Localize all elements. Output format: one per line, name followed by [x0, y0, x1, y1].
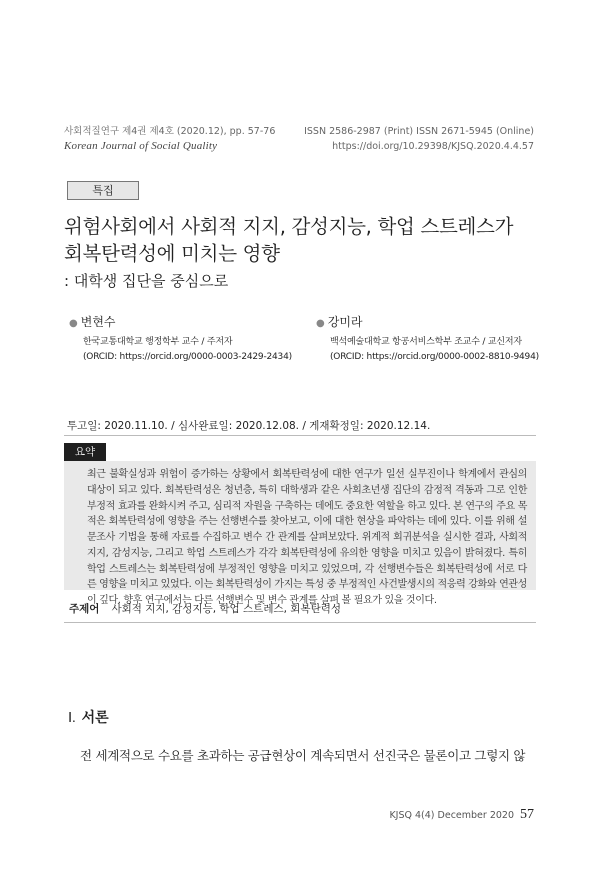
body-paragraph: 전 세계적으로 수요를 초과하는 공급현상이 계속되면서 선진국은 물론이고 그렇지 않: [80, 748, 526, 763]
paper-title: [64, 213, 513, 267]
title-line-1: 위험사회에서 사회적 지지, 감성지능, 학업 스트레스가: [64, 215, 514, 238]
author-orcid[interactable]: (ORCID: https://orcid.org/0000-0003-2429-2434): [83, 352, 292, 362]
keywords-text: 사회적 지지, 감성지능, 학업 스트레스, 회복탄력성: [111, 603, 341, 615]
doi-link[interactable]: https://doi.org/10.29398/KJSQ.2020.4.4.57: [332, 141, 534, 152]
page-number: 57: [520, 807, 534, 822]
keywords-label: 주제어: [69, 603, 100, 615]
bullet-icon: ●: [316, 318, 325, 329]
header-citation: [64, 124, 275, 154]
author-affiliation: 한국교통대학교 행정학부 교수 / 주저자: [83, 337, 233, 347]
keywords: [69, 601, 341, 616]
divider: [64, 622, 536, 623]
author-2: [316, 313, 539, 362]
divider: [64, 435, 536, 436]
abstract-text: 최근 불확실성과 위험이 증가하는 상황에서 회복탄력성에 대한 연구가 일선 실무진이나 학계에서 관심의 대상이 되고 있다. 회복탄력성은 청년층, 특히 대학생과 같은 사회초년생 집단의 감정적 격동과 그로 인한 부정적 효과를 완화시켜 주고, 심리적 자원을 구축하는 데에도 중요한 역할을 하고 있다. 본 연구의 주요 목적은 회복탄력성에 영향을 주는 선행변수를 찾아보고, 이에 대한 현상을 파악하는 데에 있다. 이를 위해 설문조사 기법을 통해 자료를 수집하고 변수 간 관계를 살펴보았다. 위계적 회귀분석을 실시한 결과, 사회적 지지, 감성지능, 그리고 학업 스트레스가 각각 회복탄력성에 유의한 영향을 미치고 있음이 밝혀졌다. 특히 학업 스트레스는 회복탄력성에 부정적인 영향을 미치고 있었으며, 각 선행변수들은 회복탄력성에 서로 다른 영향을 미치고 있었다. 이는 회복탄력성이 가지는 특성 중 부정적인 사건발생시의 적응력 강화와 연관성이 깊다. 향후 연구에서는 다른 선행변수 및 변수 관계를 살펴 볼 필요가 있을 것이다.: [87, 469, 527, 606]
submission-dates: 투고일: 2020.11.10. / 심사완료일: 2020.12.08. / 게재확정일: 2020.12.14.: [67, 420, 431, 432]
section-title: 서론: [81, 710, 109, 726]
author-name: ● 변현수: [69, 315, 116, 329]
page-footer: [389, 807, 534, 823]
author-name: ● 강미라: [316, 315, 363, 329]
abstract-label: 요약: [64, 443, 106, 461]
journal-name: Korean Journal of Social Quality: [64, 140, 218, 152]
volume-info: 사회적질연구 제4권 제4호 (2020.12), pp. 57-76: [64, 126, 276, 137]
bullet-icon: ●: [69, 318, 78, 329]
header-identifiers: [304, 124, 534, 154]
category-tag: 특집: [67, 181, 139, 200]
issn: ISSN 2586-2987 (Print) ISSN 2671-5945 (Online): [304, 126, 534, 137]
paper-subtitle: : 대학생 집단을 중심으로: [64, 272, 229, 290]
section-heading: [68, 707, 109, 727]
author-affiliation: 백석예술대학교 항공서비스학부 조교수 / 교신저자: [330, 337, 522, 347]
author-orcid[interactable]: (ORCID: https://orcid.org/0000-0002-8810-9494): [330, 352, 539, 362]
title-line-2: 회복탄력성에 미치는 영향: [64, 242, 280, 265]
author-1: [69, 313, 292, 362]
section-number: Ⅰ.: [68, 711, 76, 726]
footer-journal: KJSQ 4(4) December 2020: [389, 810, 514, 821]
